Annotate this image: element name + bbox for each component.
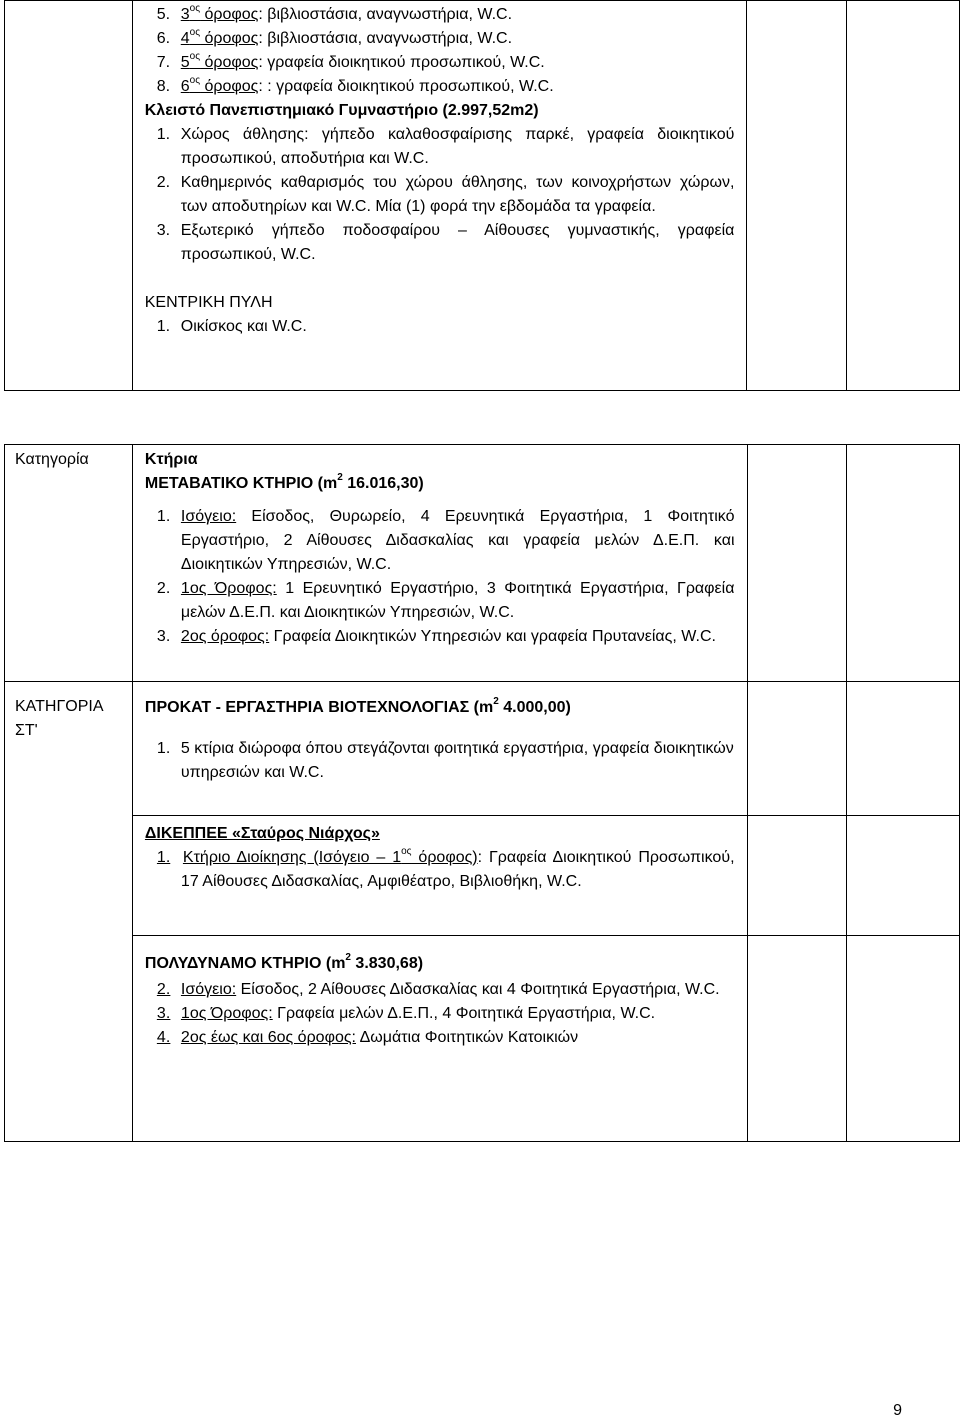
category-header-cell <box>5 445 133 682</box>
empty-cell <box>747 1 847 391</box>
item-number: 1. <box>156 318 171 335</box>
list-item <box>145 577 735 625</box>
category-label-roman: ΣΤ' <box>15 722 38 739</box>
item-number: 4. <box>156 1029 171 1046</box>
ordinal-sup: ος <box>189 74 201 86</box>
buildings-cell <box>132 1 747 391</box>
list-item <box>145 737 735 785</box>
floor-description: : βιβλιοστάσια, αναγνωστήρια, W.C. <box>258 30 513 47</box>
table-category-st <box>4 444 960 1142</box>
empty-cell <box>847 936 960 1142</box>
empty-cell <box>847 682 960 816</box>
item-label: Ισόγειο: <box>180 508 237 525</box>
floor-number: 4 <box>180 30 190 47</box>
list-item <box>145 171 735 219</box>
empty-cell <box>747 445 847 682</box>
category-cell-empty <box>5 1 133 391</box>
item-number: 1. <box>156 849 171 866</box>
table-continued <box>4 0 960 391</box>
buildings-header: Κτήρια <box>144 451 198 468</box>
list-item <box>145 123 735 171</box>
floor-word: όροφος <box>200 30 259 47</box>
item-text: : Γραφεία Διοικητικού Προσωπικού, 17 Αίθουσες Διδασκαλίας, Αμφιθέατρο, Βιβλιοθήκη, W.C. <box>180 849 735 890</box>
ordinal-sup: ος <box>189 26 201 38</box>
floor-description: : : γραφεία διοικητικού προσωπικού, W.C. <box>258 78 554 95</box>
polydynamo-title: ΠΟΛΥΔΥΝΑΜΟ ΚΤΗΡΙΟ ($m^2$ 3.830,68) <box>144 951 424 972</box>
item-text: Οικίσκος και W.C. <box>180 318 307 335</box>
empty-cell <box>847 445 960 682</box>
item-text: Είσοδος, 2 Αίθουσες Διδασκαλίας και 4 Φοιτητικά Εργαστήρια, W.C. <box>236 981 720 998</box>
dikeppee-title: ΔΙΚΕΠΠΕΕ «Σταύρος Νιάρχος» <box>144 825 380 842</box>
empty-cell <box>847 1 960 391</box>
item-number: 5. <box>156 6 171 23</box>
item-number: 3. <box>156 628 171 645</box>
item-text: Είσοδος, Θυρωρείο, 4 Ερευνητικά Εργαστήρια, 1 Φοιτητικό Εργαστήριο, 2 Αίθουσες Διδασκαλίας και γραφεία μελών Δ.Ε.Π. και Διοικητικών Υπηρεσιών, W.C. <box>180 508 735 573</box>
category-cell <box>5 682 133 1142</box>
list-item <box>145 625 735 649</box>
item-number: 1. <box>156 740 171 757</box>
floor-description: : γραφεία διοικητικού προσωπικού, W.C. <box>258 54 545 71</box>
item-text: Γραφεία Διοικητικών Υπηρεσιών και γραφεία Πρυτανείας, W.C. <box>269 628 716 645</box>
prokat-title: ΠΡΟΚΑΤ - ΕΡΓΑΣΤΗΡΙΑ ΒΙΟΤΕΧΝΟΛΟΓΙΑΣ ($m^2$ 4.000,00) <box>144 695 571 716</box>
item-number: 2. <box>156 580 171 597</box>
item-text: 1 Ερευνητικό Εργαστήριο, 3 Φοιτητικά Εργαστήρια, Γραφεία μελών Δ.Ε.Π. και Διοικητικών Υπηρεσιών, W.C. <box>180 580 735 621</box>
floor-number: 5 <box>180 54 190 71</box>
page-number: 9 <box>893 1402 902 1419</box>
empty-cell <box>747 936 847 1142</box>
item-label: 2ος έως και 6ος όροφος: <box>180 1029 356 1046</box>
item-number: 8. <box>156 78 171 95</box>
buildings-cell <box>132 682 747 816</box>
item-text: Γραφεία μελών Δ.Ε.Π., 4 Φοιτητικά Εργαστήρια, W.C. <box>272 1005 656 1022</box>
item-number: 2. <box>156 981 171 998</box>
buildings-cell <box>132 936 747 1142</box>
list-item <box>145 219 735 267</box>
item-number: 1. <box>156 126 171 143</box>
item-text: Καθημερινός καθαρισμός του χώρου άθλησης, των κοινοχρήστων χώρων, των αποδυτηρίων και W.C. Μία (1) φορά την εβδομάδα τα γραφεία. <box>180 174 735 215</box>
list-item <box>145 1026 735 1050</box>
floor-word: όροφος <box>200 6 259 23</box>
item-label: 1ος Όροφος: <box>180 580 277 597</box>
empty-cell <box>847 816 960 936</box>
item-number: 7. <box>156 54 171 71</box>
gym-heading: Κλειστό Πανεπιστημιακό Γυμναστήριο (2.997,52m2) <box>144 102 539 119</box>
item-text: 5 κτίρια διώροφα όπου στεγάζονται φοιτητικά εργαστήρια, γραφεία διοικητικών υπηρεσιών και W.C. <box>180 740 734 781</box>
list-item <box>145 75 735 99</box>
item-label: Ισόγειο: <box>180 981 237 998</box>
category-header: Κατηγορία <box>15 451 89 468</box>
list-item <box>145 51 735 75</box>
buildings-cell <box>132 445 747 682</box>
item-number: 3. <box>156 1005 171 1022</box>
list-item <box>145 315 735 339</box>
item-number: 3. <box>156 222 171 239</box>
list-item <box>145 1002 735 1026</box>
list-item <box>145 3 735 27</box>
floor-description: : βιβλιοστάσια, αναγνωστήρια, W.C. <box>258 6 513 23</box>
list-item <box>145 978 735 1002</box>
item-label: 1ος Όροφος: <box>180 1005 273 1022</box>
empty-cell <box>747 682 847 816</box>
category-label: ΚΑΤΗΓΟΡΙΑ <box>15 698 104 715</box>
list-item <box>145 27 735 51</box>
list-item <box>145 505 735 577</box>
item-number: 6. <box>156 30 171 47</box>
item-number: 2. <box>156 174 171 191</box>
floor-number: 3 <box>180 6 190 23</box>
item-text: Εξωτερικό γήπεδο ποδοσφαίρου – Αίθουσες γυμναστικής, γραφεία προσωπικού, W.C. <box>180 222 735 263</box>
floor-word: όροφος <box>200 78 259 95</box>
floor-word: όροφος <box>200 54 259 71</box>
item-text: Δωμάτια Φοιτητικών Κατοικιών <box>356 1029 579 1046</box>
floor-number: 6 <box>180 78 190 95</box>
item-number: 1. <box>156 508 171 525</box>
list-item: 1. Κτήριο Διοίκησης ($I\sigma ό\gamma\varepsilon\iota o - 1^{o\varsigma}$ όροφος): Γραφεία Διοικητικού Προσωπικού, 17 Αίθουσες Διδασκαλίας, Αμφιθέατρο, Βιβλιοθήκη, W.C. <box>145 846 735 894</box>
ordinal-sup: ος <box>189 50 201 62</box>
empty-cell <box>747 816 847 936</box>
ordinal-sup: ος <box>189 2 201 14</box>
gate-heading: ΚΕΝΤΡΙΚΗ ΠΥΛΗ <box>144 294 273 311</box>
transitional-building-title: ΜΕΤΑΒΑΤΙΚΟ ΚΤΗΡΙΟ ($m^2$ 16.016,30) <box>144 471 424 492</box>
item-label: 2ος όροφος: <box>180 628 270 645</box>
buildings-cell <box>132 816 747 936</box>
item-text: Χώρος άθλησης: γήπεδο καλαθοσφαίρισης παρκέ, γραφεία διοικητικού προσωπικού, αποδυτήρια και W.C. <box>180 126 735 167</box>
